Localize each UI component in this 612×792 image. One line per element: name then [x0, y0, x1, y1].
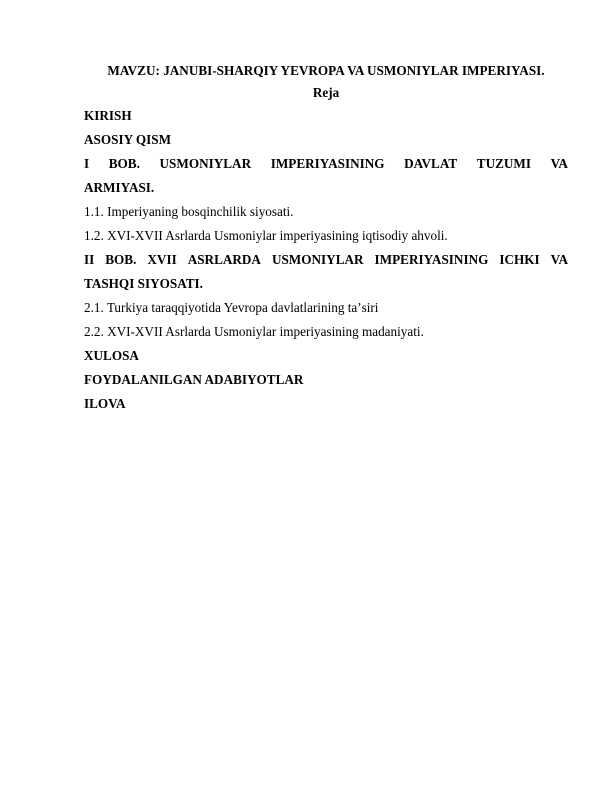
toc-chapter-1 — [84, 152, 568, 176]
toc-section-1-1: 1.1. Imperiyaning bosqinchilik siyosati. — [84, 204, 294, 219]
toc-chapter-2-word: VA — [550, 252, 568, 267]
toc-chapter-1-word: USMONIYLAR — [159, 156, 252, 171]
toc-conclusion: XULOSA — [84, 348, 139, 363]
toc-chapter-1-continuation: ARMIYASI. — [84, 180, 155, 195]
toc-chapter-1-word: DAVLAT — [404, 156, 458, 171]
toc-section-1-2: 1.2. XVI-XVII Asrlarda Usmoniylar imperiyasining iqtisodiy ahvoli. — [84, 228, 448, 243]
toc-chapter-2-word: IMPERIYASINING — [374, 252, 489, 267]
toc-section-2-1: 2.1. Turkiya taraqqiyotida Yevropa davlatlarining taʼsiri — [84, 300, 379, 315]
toc-chapter-2-word: XVII — [147, 252, 177, 267]
document-title: MAVZU: JANUBI-SHARQIY YEVROPA VA USMONIYLAR IMPERIYASI. — [107, 63, 545, 78]
toc-chapter-2-word: ASRLARDA — [187, 252, 261, 267]
toc-chapter-1-word: BOB. — [108, 156, 140, 171]
toc-chapter-2-word: ICHKI — [499, 252, 540, 267]
toc-chapter-1-word: I — [84, 156, 90, 171]
toc-appendix: ILOVA — [84, 396, 126, 411]
toc-chapter-2-word: USMONIYLAR — [271, 252, 364, 267]
toc-chapter-2 — [84, 248, 568, 272]
toc-chapter-1-word: VA — [550, 156, 568, 171]
document-subtitle: Reja — [312, 85, 340, 100]
toc-chapter-1-word: TUZUMI — [476, 156, 531, 171]
toc-main-part: ASOSIY QISM — [84, 132, 172, 147]
toc-chapter-2-continuation: TASHQI SIYOSATI. — [84, 276, 203, 291]
toc-chapter-2-word: II — [84, 252, 95, 267]
toc-references: FOYDALANILGAN ADABIYOTLAR — [84, 372, 304, 387]
table-of-contents — [84, 104, 568, 416]
toc-chapter-1-word: IMPERIYASINING — [270, 156, 385, 171]
toc-intro: KIRISH — [84, 108, 132, 123]
toc-chapter-2-word: BOB. — [105, 252, 137, 267]
toc-section-2-2: 2.2. XVI-XVII Asrlarda Usmoniylar imperiyasining madaniyati. — [84, 324, 424, 339]
